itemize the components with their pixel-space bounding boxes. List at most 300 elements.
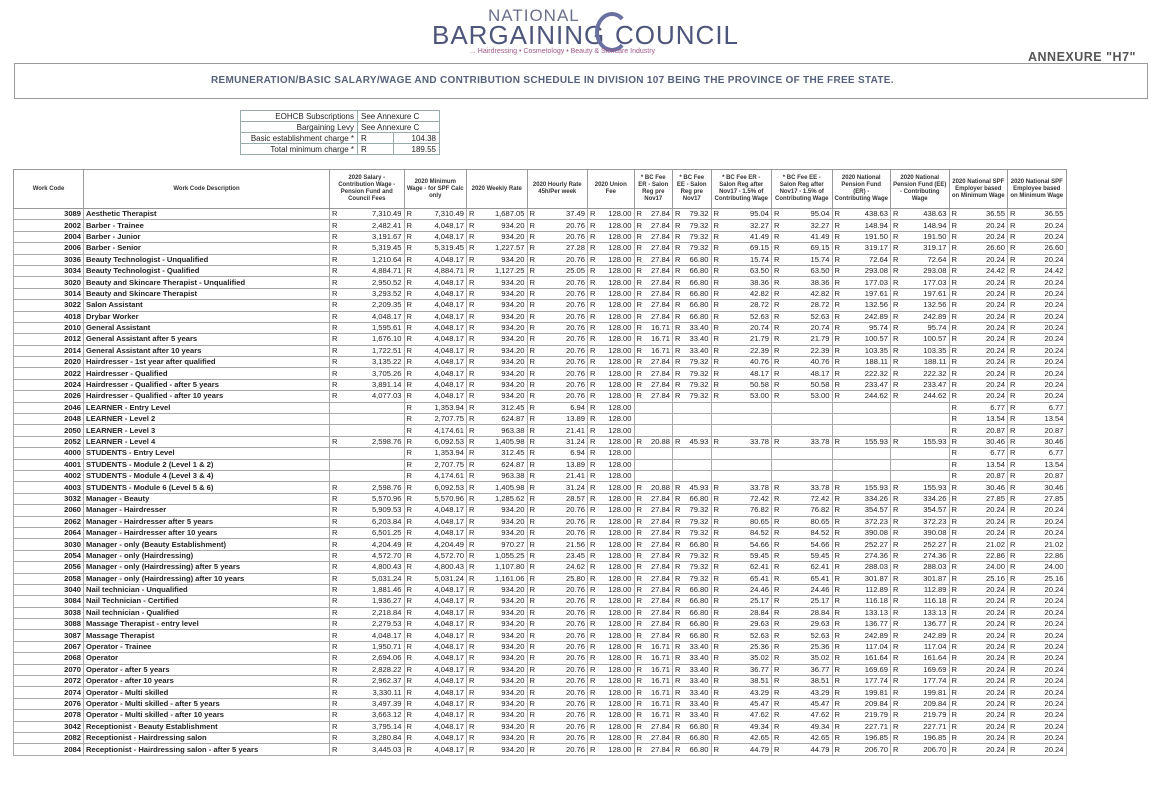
- currency-symbol: R: [949, 573, 961, 584]
- table-row: [14, 687, 1067, 698]
- amount-cell: [783, 402, 832, 413]
- amount-cell: 934.20: [478, 277, 527, 288]
- amount-cell: 20.24: [1019, 710, 1066, 721]
- description-cell: Aesthetic Therapist: [84, 209, 330, 220]
- currency-symbol: R: [1008, 470, 1020, 481]
- amount-cell: 50.58: [783, 379, 832, 390]
- amount-cell: 301.87: [902, 573, 949, 584]
- currency-symbol: R: [404, 288, 416, 299]
- amount-cell: 48.17: [783, 368, 832, 379]
- amount-cell: 4,048.17: [416, 676, 467, 687]
- amount-cell: 43.29: [783, 687, 832, 698]
- amount-cell: 44.79: [723, 744, 772, 755]
- currency-symbol: R: [772, 641, 784, 652]
- title-banner: [14, 63, 1148, 99]
- amount-cell: 274.36: [844, 550, 891, 561]
- table-row: [14, 550, 1067, 561]
- amount-cell: 79.32: [684, 550, 711, 561]
- description-cell: Beauty Technologist - Unqualified: [84, 254, 330, 265]
- amount-cell: 312.45: [478, 448, 527, 459]
- amount-cell: 24.42: [961, 265, 1008, 276]
- currency-symbol: R: [588, 322, 600, 333]
- currency-symbol: R: [330, 436, 342, 447]
- amount-cell: 128.00: [599, 664, 634, 675]
- work-code-cell: 4003: [14, 482, 84, 493]
- currency-symbol: R: [711, 436, 723, 447]
- currency-symbol: R: [467, 220, 479, 231]
- amount-cell: 20.24: [1019, 687, 1066, 698]
- amount-cell: [844, 425, 891, 436]
- amount-cell: [723, 459, 772, 470]
- currency-symbol: R: [711, 744, 723, 755]
- amount-cell: 27.84: [646, 379, 673, 390]
- amount-cell: 5,031.24: [341, 573, 404, 584]
- amount-cell: 25.36: [783, 641, 832, 652]
- description-cell: STUDENTS - Module 6 (Level 5 & 6): [84, 482, 330, 493]
- info-label: EOHCB Subscriptions: [241, 111, 358, 122]
- amount-cell: 27.84: [646, 562, 673, 573]
- amount-cell: 27.84: [646, 288, 673, 299]
- amount-cell: 4,048.17: [416, 516, 467, 527]
- amount-cell: 206.70: [844, 744, 891, 755]
- table-row: [14, 664, 1067, 675]
- currency-symbol: R: [404, 596, 416, 607]
- amount-cell: 27.84: [646, 619, 673, 630]
- description-cell: Manager - only (Hairdressing) after 5 years: [84, 562, 330, 573]
- amount-cell: 191.50: [844, 231, 891, 242]
- table-row: [14, 505, 1067, 516]
- table-row: [14, 391, 1067, 402]
- amount-cell: 20.76: [539, 345, 588, 356]
- amount-cell: 80.65: [783, 516, 832, 527]
- currency-symbol: R: [673, 527, 685, 538]
- amount-cell: 49.34: [723, 721, 772, 732]
- amount-cell: 20.24: [1019, 220, 1066, 231]
- amount-cell: 20.24: [1019, 664, 1066, 675]
- currency-symbol: R: [1008, 391, 1020, 402]
- currency-symbol: R: [1008, 436, 1020, 447]
- amount-cell: 20.24: [961, 357, 1008, 368]
- amount-cell: 128.00: [599, 243, 634, 254]
- amount-cell: 20.76: [539, 334, 588, 345]
- currency-symbol: R: [772, 562, 784, 573]
- column-header: * BC Fee EE - Salon Reg after Nov17 - 1.5% of Contributing Wage: [772, 170, 833, 209]
- currency-symbol: R: [404, 607, 416, 618]
- currency-symbol: R: [588, 243, 600, 254]
- currency-symbol: R: [772, 300, 784, 311]
- currency-symbol: R: [832, 744, 844, 755]
- amount-cell: 27.84: [646, 607, 673, 618]
- amount-cell: 188.11: [844, 357, 891, 368]
- amount-cell: 63.50: [783, 265, 832, 276]
- amount-cell: 100.57: [844, 334, 891, 345]
- table-row: [14, 607, 1067, 618]
- currency-symbol: R: [891, 619, 903, 630]
- amount-cell: 20.24: [1019, 698, 1066, 709]
- currency-symbol: R: [527, 414, 539, 425]
- currency-symbol: R: [527, 630, 539, 641]
- currency-symbol: R: [404, 539, 416, 550]
- column-header: 2020 National SPF Employee based on Minimum Wage: [1008, 170, 1067, 209]
- currency-symbol: R: [1008, 493, 1020, 504]
- amount-cell: 20.24: [961, 664, 1008, 675]
- amount-cell: 934.20: [478, 334, 527, 345]
- amount-cell: 128.00: [599, 698, 634, 709]
- currency-symbol: R: [1008, 425, 1020, 436]
- table-row: [14, 584, 1067, 595]
- currency-symbol: R: [634, 619, 646, 630]
- amount-cell: 1,676.10: [341, 334, 404, 345]
- currency-symbol: [711, 414, 723, 425]
- currency-symbol: R: [634, 368, 646, 379]
- amount-cell: 66.80: [684, 630, 711, 641]
- column-header: Work Code Description: [84, 170, 330, 209]
- amount-cell: 37.49: [539, 209, 588, 220]
- amount-cell: 252.27: [902, 539, 949, 550]
- column-header: 2020 Minimum Wage - for SPF Calc only: [404, 170, 467, 209]
- work-code-cell: 2060: [14, 505, 84, 516]
- currency-symbol: R: [330, 368, 342, 379]
- currency-symbol: R: [891, 493, 903, 504]
- amount-cell: 4,572.70: [341, 550, 404, 561]
- currency-symbol: R: [588, 527, 600, 538]
- currency-symbol: R: [330, 744, 342, 755]
- amount-cell: 20.24: [961, 527, 1008, 538]
- currency-symbol: R: [949, 231, 961, 242]
- currency-symbol: R: [588, 436, 600, 447]
- amount-cell: 233.47: [844, 379, 891, 390]
- amount-cell: 1,055.25: [478, 550, 527, 561]
- amount-cell: 128.00: [599, 505, 634, 516]
- amount-cell: 4,048.17: [416, 744, 467, 755]
- currency-symbol: R: [711, 391, 723, 402]
- work-code-cell: 3087: [14, 630, 84, 641]
- currency-symbol: R: [404, 334, 416, 345]
- amount-cell: 4,800.43: [416, 562, 467, 573]
- currency-symbol: R: [949, 539, 961, 550]
- currency-symbol: R: [467, 470, 479, 481]
- amount-cell: 199.81: [844, 687, 891, 698]
- amount-cell: 23.45: [539, 550, 588, 561]
- currency-symbol: R: [772, 573, 784, 584]
- table-row: [14, 220, 1067, 231]
- info-value: 189.55: [393, 144, 439, 155]
- currency-symbol: R: [673, 379, 685, 390]
- currency-symbol: R: [588, 505, 600, 516]
- amount-cell: 242.89: [844, 311, 891, 322]
- currency-symbol: R: [527, 505, 539, 516]
- amount-cell: 934.20: [478, 641, 527, 652]
- currency-symbol: R: [1008, 357, 1020, 368]
- currency-symbol: R: [673, 584, 685, 595]
- amount-cell: 1,950.71: [341, 641, 404, 652]
- currency-symbol: R: [330, 550, 342, 561]
- currency-symbol: R: [588, 676, 600, 687]
- currency-symbol: R: [891, 516, 903, 527]
- amount-cell: 33.40: [684, 322, 711, 333]
- currency-symbol: R: [891, 664, 903, 675]
- amount-cell: 28.72: [783, 300, 832, 311]
- currency-symbol: R: [673, 664, 685, 675]
- amount-cell: 20.24: [961, 630, 1008, 641]
- currency-symbol: [711, 448, 723, 459]
- amount-cell: 20.24: [1019, 584, 1066, 595]
- currency-symbol: R: [1008, 539, 1020, 550]
- amount-cell: 128.00: [599, 265, 634, 276]
- description-cell: Barber - Senior: [84, 243, 330, 254]
- amount-cell: 4,048.17: [416, 368, 467, 379]
- amount-cell: 20.24: [1019, 516, 1066, 527]
- currency-symbol: R: [949, 277, 961, 288]
- currency-symbol: [330, 448, 342, 459]
- currency-symbol: [634, 402, 646, 413]
- currency-symbol: R: [404, 265, 416, 276]
- currency-symbol: R: [330, 584, 342, 595]
- amount-cell: 5,031.24: [416, 573, 467, 584]
- amount-cell: 20.76: [539, 527, 588, 538]
- amount-cell: 36.77: [783, 664, 832, 675]
- currency-symbol: R: [527, 209, 539, 220]
- description-cell: Manager - Hairdresser: [84, 505, 330, 516]
- currency-symbol: R: [1008, 459, 1020, 470]
- currency-symbol: R: [711, 300, 723, 311]
- currency-symbol: R: [673, 277, 685, 288]
- currency-symbol: R: [527, 562, 539, 573]
- currency-symbol: R: [404, 562, 416, 573]
- currency-symbol: R: [404, 379, 416, 390]
- column-header: 2020 National Pension Fund (ER) - Contributing Wage: [832, 170, 891, 209]
- description-cell: Salon Assistant: [84, 300, 330, 311]
- amount-cell: 3,280.84: [341, 732, 404, 743]
- amount-cell: 128.00: [599, 379, 634, 390]
- currency-symbol: R: [467, 209, 479, 220]
- amount-cell: 20.24: [961, 653, 1008, 664]
- amount-cell: 21.56: [539, 539, 588, 550]
- amount-cell: 15.74: [723, 254, 772, 265]
- table-row: [14, 516, 1067, 527]
- currency-symbol: R: [832, 664, 844, 675]
- amount-cell: 41.49: [723, 231, 772, 242]
- currency-symbol: R: [1008, 584, 1020, 595]
- currency-symbol: R: [711, 653, 723, 664]
- amount-cell: 25.17: [723, 596, 772, 607]
- amount-cell: 319.17: [844, 243, 891, 254]
- currency-symbol: R: [634, 493, 646, 504]
- currency-symbol: R: [673, 391, 685, 402]
- currency-symbol: R: [832, 710, 844, 721]
- currency-symbol: R: [891, 550, 903, 561]
- currency-symbol: R: [949, 209, 961, 220]
- description-cell: General Assistant: [84, 322, 330, 333]
- currency-symbol: R: [527, 584, 539, 595]
- currency-symbol: R: [527, 573, 539, 584]
- amount-cell: 177.03: [902, 277, 949, 288]
- amount-cell: [844, 459, 891, 470]
- currency-symbol: R: [634, 653, 646, 664]
- currency-symbol: R: [1008, 379, 1020, 390]
- amount-cell: 334.26: [844, 493, 891, 504]
- amount-cell: 16.71: [646, 664, 673, 675]
- currency-symbol: R: [588, 334, 600, 345]
- work-code-cell: 3036: [14, 254, 84, 265]
- amount-cell: 4,048.17: [416, 698, 467, 709]
- amount-cell: 24.62: [539, 562, 588, 573]
- amount-cell: 934.20: [478, 664, 527, 675]
- currency-symbol: R: [588, 311, 600, 322]
- currency-symbol: R: [891, 311, 903, 322]
- work-code-cell: 2074: [14, 687, 84, 698]
- amount-cell: 128.00: [599, 516, 634, 527]
- amount-cell: 32.27: [723, 220, 772, 231]
- currency-symbol: R: [673, 368, 685, 379]
- amount-cell: 4,048.17: [416, 687, 467, 698]
- amount-cell: 970.27: [478, 539, 527, 550]
- currency-symbol: R: [832, 619, 844, 630]
- amount-cell: 25.16: [1019, 573, 1066, 584]
- currency-symbol: R: [527, 676, 539, 687]
- work-code-cell: 2024: [14, 379, 84, 390]
- currency-symbol: R: [588, 664, 600, 675]
- amount-cell: 21.41: [539, 470, 588, 481]
- amount-cell: 438.63: [844, 209, 891, 220]
- currency-symbol: R: [588, 448, 600, 459]
- amount-cell: 6,092.53: [416, 482, 467, 493]
- amount-cell: 27.84: [646, 505, 673, 516]
- amount-cell: 27.84: [646, 493, 673, 504]
- amount-cell: 13.54: [1019, 459, 1066, 470]
- currency-symbol: R: [404, 505, 416, 516]
- work-code-cell: 2054: [14, 550, 84, 561]
- currency-symbol: R: [949, 732, 961, 743]
- currency-symbol: R: [1008, 550, 1020, 561]
- currency-symbol: R: [634, 288, 646, 299]
- table-row: [14, 630, 1067, 641]
- currency-symbol: R: [634, 584, 646, 595]
- currency-symbol: R: [891, 368, 903, 379]
- amount-cell: 136.77: [902, 619, 949, 630]
- currency-symbol: R: [404, 732, 416, 743]
- currency-symbol: R: [891, 698, 903, 709]
- amount-cell: 45.47: [783, 698, 832, 709]
- currency-symbol: R: [673, 231, 685, 242]
- amount-cell: 27.84: [646, 550, 673, 561]
- amount-cell: 66.80: [684, 277, 711, 288]
- currency-symbol: R: [634, 516, 646, 527]
- amount-cell: 20.24: [961, 596, 1008, 607]
- amount-cell: 42.65: [723, 732, 772, 743]
- currency-symbol: [891, 414, 903, 425]
- currency-symbol: R: [527, 368, 539, 379]
- info-r: R: [358, 144, 394, 155]
- currency-symbol: [832, 470, 844, 481]
- amount-cell: 2,482.41: [341, 220, 404, 231]
- currency-symbol: R: [588, 277, 600, 288]
- currency-symbol: R: [634, 300, 646, 311]
- amount-cell: 312.45: [478, 402, 527, 413]
- amount-cell: 128.00: [599, 448, 634, 459]
- amount-cell: 27.84: [646, 243, 673, 254]
- amount-cell: 128.00: [599, 254, 634, 265]
- amount-cell: 128.00: [599, 744, 634, 755]
- amount-cell: [341, 459, 404, 470]
- currency-symbol: R: [832, 300, 844, 311]
- amount-cell: 20.24: [1019, 653, 1066, 664]
- amount-cell: 242.89: [902, 311, 949, 322]
- amount-cell: 53.00: [723, 391, 772, 402]
- amount-cell: 27.84: [646, 539, 673, 550]
- currency-symbol: R: [527, 527, 539, 538]
- currency-symbol: [772, 448, 784, 459]
- amount-cell: 52.63: [723, 311, 772, 322]
- currency-symbol: R: [673, 607, 685, 618]
- amount-cell: [902, 470, 949, 481]
- currency-symbol: R: [711, 516, 723, 527]
- currency-symbol: R: [467, 243, 479, 254]
- currency-symbol: R: [527, 653, 539, 664]
- amount-cell: 354.57: [902, 505, 949, 516]
- description-cell: General Assistant after 5 years: [84, 334, 330, 345]
- info-row: [241, 133, 440, 144]
- amount-cell: 4,204.49: [341, 539, 404, 550]
- currency-symbol: [772, 402, 784, 413]
- currency-symbol: R: [772, 732, 784, 743]
- amount-cell: 161.64: [902, 653, 949, 664]
- amount-cell: 4,048.17: [416, 630, 467, 641]
- currency-symbol: R: [588, 698, 600, 709]
- amount-cell: 4,077.03: [341, 391, 404, 402]
- description-cell: Operator - Multi skilled - after 5 years: [84, 698, 330, 709]
- currency-symbol: R: [527, 345, 539, 356]
- amount-cell: 35.02: [783, 653, 832, 664]
- description-cell: Receptionist - Beauty Establishment: [84, 721, 330, 732]
- amount-cell: 42.82: [723, 288, 772, 299]
- amount-cell: 20.76: [539, 619, 588, 630]
- currency-symbol: R: [527, 231, 539, 242]
- currency-symbol: R: [527, 619, 539, 630]
- amount-cell: 28.84: [783, 607, 832, 618]
- currency-symbol: R: [673, 243, 685, 254]
- currency-symbol: R: [404, 619, 416, 630]
- amount-cell: 155.93: [902, 436, 949, 447]
- currency-symbol: [891, 402, 903, 413]
- currency-symbol: R: [1008, 322, 1020, 333]
- amount-cell: 95.04: [723, 209, 772, 220]
- currency-symbol: R: [673, 687, 685, 698]
- currency-symbol: R: [634, 254, 646, 265]
- currency-symbol: R: [527, 277, 539, 288]
- currency-symbol: R: [588, 630, 600, 641]
- currency-symbol: R: [1008, 243, 1020, 254]
- amount-cell: 20.24: [1019, 277, 1066, 288]
- amount-cell: 1,405.98: [478, 436, 527, 447]
- table-row: [14, 573, 1067, 584]
- currency-symbol: R: [832, 243, 844, 254]
- amount-cell: [723, 402, 772, 413]
- amount-cell: 3,330.11: [341, 687, 404, 698]
- currency-symbol: R: [673, 322, 685, 333]
- amount-cell: 4,800.43: [341, 562, 404, 573]
- currency-symbol: R: [891, 527, 903, 538]
- currency-symbol: R: [634, 710, 646, 721]
- currency-symbol: R: [711, 311, 723, 322]
- amount-cell: 155.93: [902, 482, 949, 493]
- column-header: Work Code: [14, 170, 84, 209]
- amount-cell: 20.87: [1019, 425, 1066, 436]
- currency-symbol: R: [467, 322, 479, 333]
- amount-cell: [646, 448, 673, 459]
- currency-symbol: R: [891, 300, 903, 311]
- description-cell: Receptionist - Hairdressing salon - after 5 years: [84, 744, 330, 755]
